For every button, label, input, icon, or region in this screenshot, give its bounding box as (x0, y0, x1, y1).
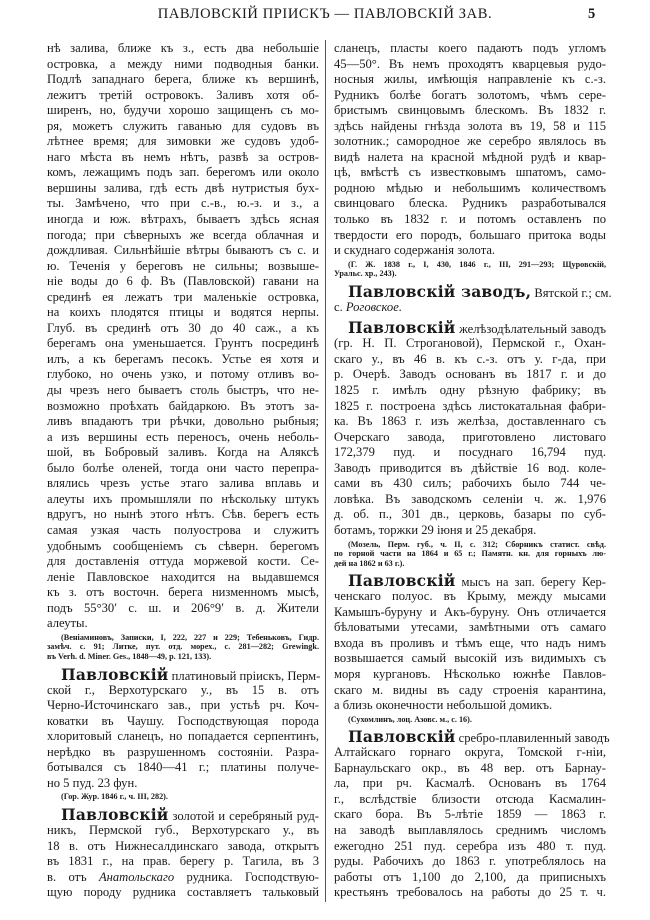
text-line: леніе Павловское находится на выдавшемся (47, 569, 319, 584)
entry-headword: Павловскій (348, 727, 456, 747)
text-line: къ з. отъ восточн. берега низменномъ мысѣ, (47, 585, 319, 600)
text-line: Барнаульскаго окр., въ 48 вер. отъ Барнау- (334, 760, 606, 775)
text-line: скаго бора. Въ 5-лѣтіе 1859 — 1863 г. (334, 807, 606, 822)
text-line: алеуты ихъ промышляли по нѣскольку штукъ (47, 491, 319, 506)
text-line: никъ, Пермской губ., Верхотурскаго у., въ (47, 822, 319, 837)
text-line: Подлѣ западнаго берега, ближе къ вершинѣ, (47, 72, 319, 87)
text-line: моря кургановъ. Нѣсколько южнѣе Павлов- (334, 667, 606, 682)
text-line: илъ, а къ берегамъ песокъ. Устье ея хотя и (47, 351, 319, 366)
text-line: нерѣдко въ разрушенномъ состояніи. Разра- (47, 744, 319, 759)
text-line: входа въ проливъ и тѣмъ еще, что надъ нимъ (334, 635, 606, 650)
text-line: Павловскій заводъ, Вятской г.; см. (348, 281, 612, 301)
text-line: вершины залива, гдѣ есть двѣ нутристыя бух- (47, 180, 319, 195)
dictionary-entry (334, 572, 606, 713)
text-line: лежитъ третій островокъ. Заливъ хотя об- (47, 87, 319, 102)
text-line: удобнымъ сообщеніемъ съ сѣверн. берегомъ (47, 538, 319, 553)
text-line: и скуднаго содержанія золота. (334, 243, 496, 258)
text-line: но 5 пуд. 23 фун. (47, 775, 138, 790)
text-line: въ 1831 г., на прав. берегу р. Тагила, въ 3 (47, 854, 319, 869)
text-line: комъ, лежащимъ подъ зап. берегомъ или около (47, 165, 319, 180)
entry-headword: Павловскій (348, 571, 456, 591)
entry-headword: Павловскій (348, 318, 456, 338)
text-line: руды. Рабочихъ до 1863 г. употреблялось на (334, 854, 606, 869)
text-line: Павловскій мысъ на зап. берегу Кер- (348, 571, 606, 591)
citation-line: Уральс. хр., 243). (334, 269, 397, 279)
text-line: Глуб. въ срединѣ отъ 30 до 40 саж., а къ (47, 320, 319, 335)
text-line: 18 в. отъ Нижнесалдинскаго завода, открытъ (47, 838, 319, 853)
text-line: а близь оконечности небольшой домикъ. (334, 698, 553, 713)
text-line: погода; при сѣверныхъ же всегда облачная и (47, 227, 319, 242)
citation-line: (Г. Ж. 1838 г., I, 430, 1846 г., III, 291—293; Щуровскій, (348, 259, 606, 269)
text-line: подъ 55°30′ с. ш. и 206°9′ в. д. Жители (47, 600, 319, 615)
text-line: лѣтнее время; для зимовки же судовъ удоб- (47, 134, 319, 149)
text-line: было болѣе оленей, тогда они часто перепра- (47, 460, 319, 475)
page-number: 5 (588, 6, 596, 22)
citation-line: (Гор. Жур. 1846 г., ч. III, 282). (61, 792, 168, 802)
text-line: наго мѣста въ немъ нѣтъ, развѣ за остров- (47, 149, 319, 164)
text-line: 45—50°. Въ немъ проходятъ кварцевыя рудо- (334, 56, 606, 71)
text-line: 1825 г. имѣлъ одну рѣзную фабрику; въ (334, 383, 606, 398)
dictionary-entry (47, 666, 319, 792)
text-line: Павловскій золотой и серебряный руд- (61, 804, 319, 824)
text-line: только въ 1832 г. и потомъ оставленъ по (334, 212, 606, 227)
text-line: щую породу рудника составляетъ тальковый (47, 885, 319, 900)
text-line: ботывался съ 1840—41 г.; платины получе- (47, 760, 319, 775)
text-line: с. Роговское. (334, 299, 402, 314)
text-line: коватки въ Чаушу. Господствующая порода (47, 713, 319, 728)
paragraph (47, 41, 319, 632)
paragraph (334, 41, 606, 259)
text-line: (гр. Н. П. Строгановой), Пермской г., Охан- (334, 336, 606, 351)
text-line: золотник.; самородное же серебро являлось въ (334, 134, 606, 149)
text-line: возможно проѣхать байдаркою. Въ этотъ за- (47, 398, 319, 413)
dictionary-entry (47, 806, 319, 901)
text-line: хлоритовый сланецъ, но попадается серпентинъ, (47, 729, 319, 744)
text-line: на коихъ плодятся птицы и водятся нерпы. (47, 305, 319, 320)
text-line: возвышается самый высокій изъ видимыхъ съ (334, 651, 606, 666)
entry-headword: Павловскій заводъ, (348, 281, 532, 301)
text-line: ды чрезъ него бываетъ столь быстръ, что не- (47, 383, 319, 398)
text-line: вдругъ, но нынѣ этого нѣтъ. Сѣв. берегъ есть (47, 507, 319, 522)
text-line: д. об. п., 301 дв., церковь, базары по суб- (334, 507, 606, 522)
dictionary-entry (334, 319, 606, 538)
text-line: на заводѣ выплавлялось среднимъ числомъ (334, 822, 606, 837)
citation-line: по горной части на 1864 и 65 г.; Памятн. кн. для горныхъ лю- (334, 549, 606, 559)
text-line: островка, а между ними подводныя банки. (47, 56, 319, 71)
text-line: родною мѣдью и небольшимъ количествомъ (334, 180, 606, 195)
text-line: ливъ впадаютъ три рѣчки, довольно рыбныя; (47, 414, 319, 429)
text-line: ботамъ, торжки 29 іюня и 25 декабря. (334, 522, 537, 537)
text-line: шой, въ Бобровый заливъ. Когда на Аляксѣ (47, 445, 319, 460)
citation (334, 260, 606, 279)
text-line: р. Очерѣ. Заводъ основанъ въ 1817 г. и до (334, 367, 606, 382)
text-line: Черно-Источинскаго зав., при устьѣ рч. Коч- (47, 698, 319, 713)
text-line: работы отъ 1,100 до 2,100, да приписныхъ (334, 869, 606, 884)
text-line: Очерскаго завода, приготовлено листоваго (334, 429, 606, 444)
text-line: цѣ, вмѣстѣ съ известковымъ шпатомъ, само- (334, 165, 606, 180)
text-line: ежегодно 251 пуд. серебра изъ 480 т. пуд. (334, 838, 606, 853)
text-line: нѣ залива, ближе къ з., есть два небольшіе (47, 41, 319, 55)
text-line: здѣсь найдены гнѣзда золота въ 19, 58 и 115 (334, 118, 606, 133)
text-line: ла, при рч. Касмалѣ. Основанъ въ 1764 (334, 776, 606, 791)
citation-line: (Сухомлинъ, лоц. Азовс. м., с. 16). (348, 714, 472, 724)
citation (47, 792, 319, 802)
text-line: срединѣ ея лежатъ три маленькіе островка, (47, 289, 319, 304)
text-line: Павловскій желѣзодѣлательный заводъ (348, 318, 606, 338)
text-line: видѣ налета на красной мѣдной рудѣ и квар- (334, 149, 606, 164)
entry-headword: Павловскій (61, 664, 169, 684)
text-line: ря, можетъ служить гаванью для судовъ въ (47, 118, 319, 133)
text-line: Павловскій сребро-плавиленный заводъ (348, 727, 610, 747)
citation (334, 715, 606, 725)
italic-term: Роговское. (345, 299, 402, 314)
text-line: для доставленія оттуда моржевой кости. Се- (47, 554, 319, 569)
text-line: г., вслѣдствіе близости отсюда Касмалин- (334, 791, 606, 806)
text-line: ченскаго полуос. въ Крыму, между мысами (334, 589, 606, 604)
text-line: ніе воды до 6 ф. Въ (Павловской) гавани на (47, 274, 319, 289)
text-line: бѣловатыми утесами, замѣтными отъ самаго (334, 620, 606, 635)
text-line: ской г., Верхотурскаго у., въ 15 в. отъ (47, 682, 319, 697)
text-line: твердости его породъ, большаго притока воды (334, 227, 606, 242)
text-line: ю. Теченія у береговъ не сильны; возвыше- (47, 258, 319, 273)
text-line: ширенъ, но, будучи хорошо защищенъ съ мо- (47, 103, 319, 118)
citation (334, 540, 606, 569)
text-line: скаго у., въ 46 в. къ с.-з. отъ у. г-да, при (334, 351, 606, 366)
text-line: скаго м. видны въ саду строенія карантина, (334, 682, 606, 697)
text-line: сами въ 430 силъ; рабочихъ было 744 че- (334, 476, 606, 491)
text-line: влялись чрезъ устье этаго залива вплавь и (47, 476, 319, 491)
text-line: Заводъ приводится въ дѣйствіе 16 вод. коле- (334, 460, 606, 475)
citation-line: (Мозель, Перм. губ., ч. II, с. 312; Сборникъ статист. свѣд. (348, 539, 606, 549)
text-line: в. отъ Анатольскаго рудника. Господствую- (47, 869, 319, 884)
entry-headword: Павловскій (61, 804, 169, 824)
text-line: ты. Замѣчено, что при с.-в., ю.-з. и з., а (47, 196, 319, 211)
text-line: а изъ вершины есть переносъ, очень неболь- (47, 429, 319, 444)
text-line: бристымъ свинцовымъ блескомъ. Въ 1832 г. (334, 103, 606, 118)
text-line: ловѣка. Въ заводскомъ селеніи ч. ж. 1,976 (334, 491, 606, 506)
text-line: иногда и юж. вѣтрахъ, бываетъ здѣсь ясная (47, 212, 319, 227)
text-line: носныя жилы, имѣющія направленіе къ с.-з. (334, 72, 606, 87)
text-line: крестьянъ требовалось на работы до 25 т. ч. (334, 885, 606, 900)
left-column (47, 41, 319, 902)
text-line: Рудникъ болѣе богатъ золотомъ, чѣмъ сере- (334, 87, 606, 102)
text-line: Камышъ-буруну и Акъ-буруну. Онъ отличается (334, 604, 606, 619)
citation-line: дей на 1862 и 63 г.). (334, 558, 405, 568)
text-line: Алтайскаго горнаго округа, Томской г-ніи, (334, 745, 606, 760)
text-line: дождливая. Сильнѣйшіе вѣтры бываютъ съ с. и (47, 243, 319, 258)
text-line: Павловскій платиновый пріискъ, Перм- (61, 664, 321, 684)
running-head: ПАВЛОВСКІЙ ПРІИСКЪ — ПАВЛОВСКІЙ ЗАВ. (157, 6, 493, 22)
text-line: свинцоваго блеска. Рудникъ разработывался (334, 196, 606, 211)
text-line: самая узкая часть полуострова и служитъ (47, 522, 319, 537)
text-line: сланецъ, пласты коего падаютъ подъ угломъ (334, 41, 606, 55)
text-line: берегамъ она уменьшается. Грунтъ посрединѣ (47, 336, 319, 351)
dictionary-entry (334, 727, 610, 900)
citation-line: (Веніаминовъ, Записки, I, 222, 227 и 229; Тебеньковъ, Гидр. (61, 632, 319, 642)
column-divider (325, 40, 326, 902)
citation (47, 633, 319, 662)
right-column (334, 41, 612, 902)
text-line: ка. Въ 1863 г. изъ желѣза, доставленнаго съ (334, 414, 606, 429)
dictionary-entry (334, 281, 612, 316)
text-line: 172,379 пуд. и посуднаго 16,794 пуд. (334, 445, 606, 460)
italic-term: Анатольскаго (98, 869, 175, 884)
text-line: 1825 г. построена здѣсь листокатальная фабри- (334, 398, 606, 413)
text-line: алеуты. (47, 616, 88, 631)
text-line: глубоко, но очень узко, и потому отливъ во- (47, 367, 319, 382)
citation-line: замѣч. с. 91; Литке, пут. отд. морех., с. 281—282; Grewingk. (47, 642, 319, 652)
citation-line: въ Verh. d. Miner. Ges., 1848—49, p. 121, 133). (47, 651, 212, 661)
